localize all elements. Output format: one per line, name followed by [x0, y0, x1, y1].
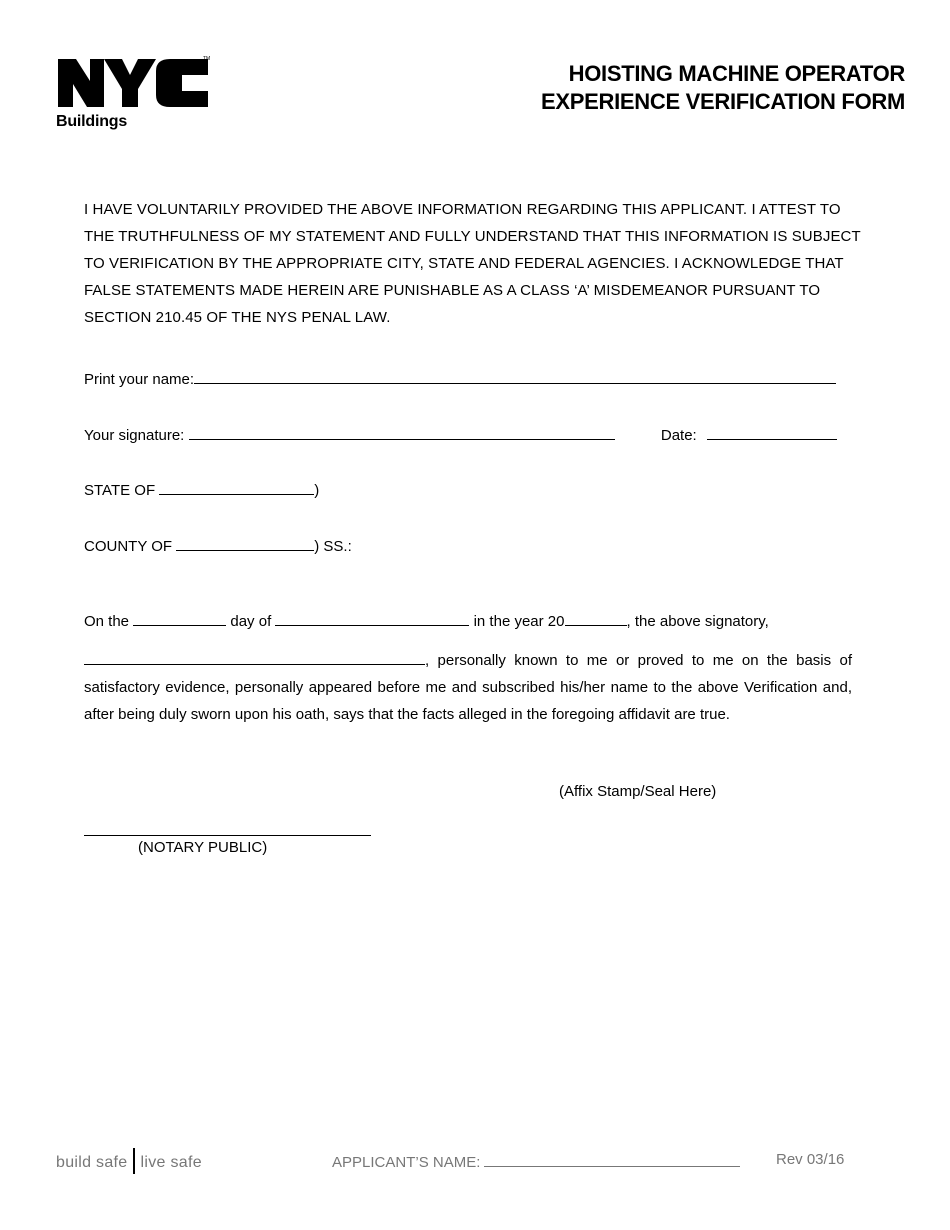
- county-label: COUNTY OF: [84, 538, 173, 555]
- svg-text:TM: TM: [203, 56, 211, 62]
- state-close: ): [314, 482, 320, 499]
- print-name-row: [84, 368, 836, 388]
- signatory-name-field[interactable]: [84, 649, 425, 665]
- form-title-line-1: HOISTING MACHINE OPERATOR: [568, 61, 905, 86]
- notary-paragraph: [84, 647, 852, 728]
- county-close: ) SS.:: [314, 538, 352, 555]
- on-the-label: On the: [84, 613, 130, 630]
- stamp-seal-label: (Affix Stamp/Seal Here): [559, 783, 717, 800]
- form-title: [541, 60, 905, 116]
- footer-slogan: [56, 1148, 202, 1174]
- nyc-logo-mark: [56, 55, 212, 111]
- signature-row: [84, 424, 837, 444]
- notary-date-row: [84, 610, 769, 630]
- notary-paragraph-text: , personally known to me or proved to me on the basis of satisfactory evidence, personally appeared before me and subscribed his/her name to the above Verification and, after being duly sworn upon his oath, says that the facts alleged in the foregoing affidavit are true.: [84, 652, 852, 723]
- day-field[interactable]: [133, 610, 226, 626]
- year-field[interactable]: [565, 610, 627, 626]
- county-field[interactable]: [176, 535, 314, 551]
- state-label: STATE OF: [84, 482, 156, 499]
- logo-subtitle: Buildings: [56, 113, 128, 130]
- slogan-build-safe: build safe: [56, 1154, 128, 1171]
- month-field[interactable]: [275, 610, 469, 626]
- county-row: [84, 535, 352, 555]
- date-field[interactable]: [707, 424, 837, 440]
- footer-applicant: [332, 1151, 740, 1171]
- applicant-name-label: APPLICANT’S NAME:: [332, 1154, 481, 1171]
- day-of-label: day of: [230, 613, 272, 630]
- print-name-label: Print your name:: [84, 371, 195, 388]
- signature-field[interactable]: [189, 424, 615, 440]
- notary-signature-field[interactable]: [84, 835, 371, 836]
- print-name-field[interactable]: [194, 368, 836, 384]
- slogan-live-safe: live safe: [140, 1154, 202, 1171]
- in-the-year-label: in the year 20: [473, 613, 565, 630]
- state-row: [84, 479, 319, 499]
- state-field[interactable]: [159, 479, 314, 495]
- form-title-line-2: EXPERIENCE VERIFICATION FORM: [541, 89, 905, 114]
- slogan-divider: [133, 1148, 135, 1174]
- above-signatory-label: , the above signatory,: [626, 613, 769, 630]
- applicant-name-field[interactable]: [484, 1151, 740, 1167]
- revision-label: Rev 03/16: [776, 1151, 845, 1168]
- nyc-buildings-logo: [56, 55, 216, 135]
- signature-label: Your signature:: [84, 427, 185, 444]
- date-label: Date:: [660, 427, 697, 444]
- attestation-statement: I HAVE VOLUNTARILY PROVIDED THE ABOVE INFORMATION REGARDING THIS APPLICANT. I ATTEST TO THE TRUTHFULNESS OF MY STATEMENT AND FULLY UNDERSTAND THAT THIS INFORMATION IS SUBJECT TO VERIFICATION BY THE APPROPRIATE CITY, STATE AND FEDERAL AGENCIES. I ACKNOWLEDGE THAT FALSE STATEMENTS MADE HEREIN ARE PUNISHABLE AS A CLASS ‘A’ MISDEMEANOR PURSUANT TO SECTION 210.45 OF THE NYS PENAL LAW.: [84, 201, 861, 326]
- notary-public-label: (NOTARY PUBLIC): [138, 839, 268, 856]
